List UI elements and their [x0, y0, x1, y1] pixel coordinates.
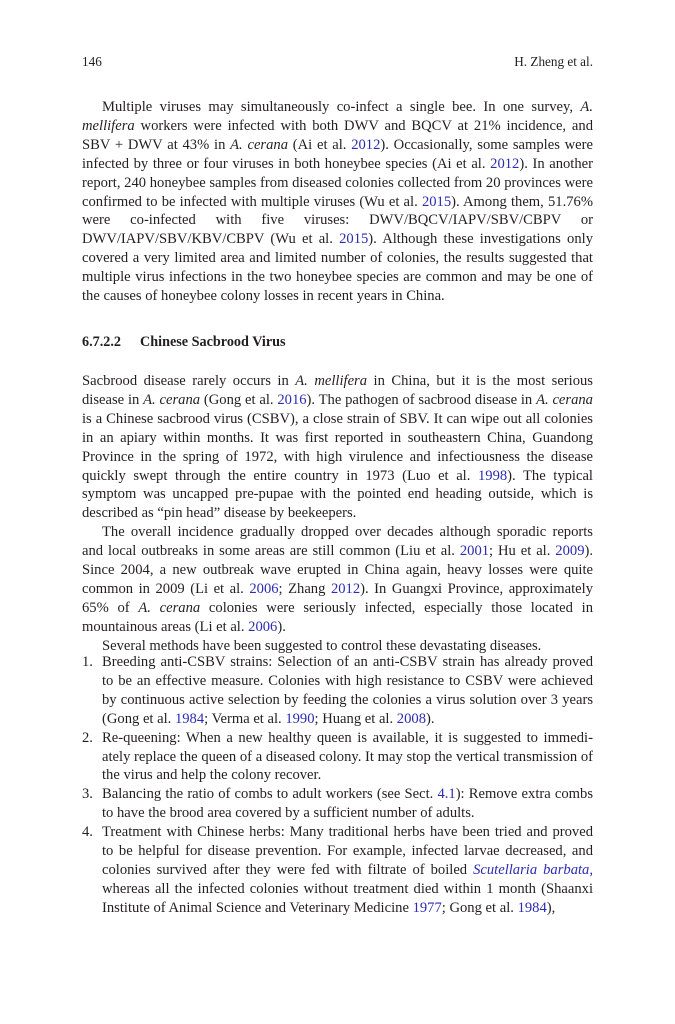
citation-link[interactable]: 4.1 [437, 786, 456, 803]
citation-link[interactable]: 1990 [285, 710, 315, 727]
italic-term: A. mellifera [82, 99, 593, 134]
list-item-number: 2. [82, 729, 93, 746]
section-title: Chinese Sacbrood Virus [140, 334, 286, 350]
section-heading [82, 333, 593, 351]
citation-link[interactable]: 1977 [412, 899, 442, 916]
list-item [82, 653, 593, 729]
citation-link[interactable]: 2006 [248, 618, 278, 635]
section-number: 6.7.2.2 [82, 334, 122, 350]
list-item-number: 1. [82, 654, 93, 670]
list-item [82, 729, 593, 786]
body-paragraph-incidence: The overall incidence gradually dropped over decades although sporadic reports and local outbreaks in some areas are still common (Liu et al. 2001; Hu et al. 2009). Since 2004, a new outbreak wave erupted in China again, heavy losses were quite common in 2009 (Li et al. 2006; Zhang 2012). In Guangxi Province, approximately 65% of A. cerana colonies were seriously infected, especially those located in mountainous areas (Li et al. 2006). [82, 524, 593, 635]
running-head-authors: H. Zheng et al. [514, 54, 593, 69]
italic-term: A. cerana [143, 391, 201, 408]
italic-term: A. cerana [138, 599, 201, 616]
page-number: 146 [82, 54, 102, 69]
list-item-number: 3. [82, 786, 93, 803]
citation-link[interactable]: 2008 [396, 710, 426, 727]
body-paragraph-coinfection: Multiple viruses may simultaneously co-infect a single bee. In one survey, A. mellifera workers were infected with both DWV and BQCV at 21% incidence, and SBV + DWV at 43% in A. cerana (Ai et al. 2012). Occasionally, some samples were infected by three or four viruses in both honeybee species (Ai et al. 2012). In another report, 240 honeybee samples from diseased colonies collected from 20 provinces were confirmed to be infected with multiple viruses (Wu et al. 2015). Among them, 51.76% were co-infected with five viruses: DWV/BQCV/IAPV/SBV/​CBPV or DWV/IAPV/SBV/KBV/CBPV (Wu et al. 2015). Although these investigations only covered a very limited area and limited number of colonies, the results suggested that multiple virus infections in the two honeybee species are common and may be one of the causes of honeybee colony losses in recent years in China. [82, 99, 593, 305]
list-item-text: Balancing the ratio of combs to adult workers (see Sect. 4.1): Remove extra combs to have the brood area covered by a sufficient number of adults. [102, 786, 593, 822]
list-item [82, 823, 593, 918]
citation-link[interactable]: 2012 [351, 136, 381, 153]
list-item-text: Breeding anti-CSBV strains: Selection of an anti-CSBV strain has already proved to be an effective measure. Colonies with high resistance to CSBV were achieved by continuous active selection by feeding the colonies a virus solution over 3 years (Gong et al. 1984; Verma et al. 1990; Huang et al. 2008). [102, 654, 593, 727]
citation-link[interactable]: Scutellaria barbata, [473, 861, 593, 878]
citation-link[interactable]: 2015 [339, 231, 369, 248]
list-item-text: Treatment with Chinese herbs: Many traditional herbs have been tried and proved to be helpful for disease prevention. For example, infected larvae decreased, and colonies survived after they were fed with filtrate of boiled Scutellaria barbata, whereas all the infected colonies without treatment died within 1 month (Shaanxi Institute of Animal Science and Veterinary Medicine 1977; Gong et al. 1984), [102, 824, 593, 916]
body-paragraph-sacbrood: Sacbrood disease rarely occurs in A. mellifera in China, but it is the most serious disease in A. cerana (Gong et al. 2016). The pathogen of sacbrood disease in A. cerana is a Chinese sacbrood virus (CSBV), a close strain of SBV. It can wipe out all colonies in an apiary within months. It was first reported in southeastern China, Guandong Province in the spring of 1972, with high virulence and infectiousness the disease quickly swept through the entire country in 1973 (Luo et al. 1998). The typical symptom was uncapped pre-pupae with the pointed end heading outside, which is described as “pin head” disease by beekeepers. [82, 373, 593, 522]
section-body [82, 372, 593, 656]
citation-link[interactable]: 2012 [490, 155, 520, 172]
citation-link[interactable]: 2012 [330, 580, 361, 597]
citation-link[interactable]: 2006 [249, 580, 279, 597]
italic-term: A. cerana [536, 391, 593, 408]
list-item-number: 4. [82, 824, 93, 841]
citation-link[interactable]: 2016 [277, 391, 307, 408]
citation-link[interactable]: 1984 [174, 710, 205, 727]
citation-link[interactable]: 1984 [517, 899, 547, 916]
italic-term: A. cerana [230, 136, 288, 153]
citation-link[interactable]: 2001 [459, 543, 490, 560]
italic-term: A. mellifera [295, 373, 368, 389]
list-item [82, 785, 593, 823]
control-methods-list [82, 653, 593, 918]
citation-link[interactable]: 2015 [421, 193, 452, 210]
citation-link[interactable]: 1998 [477, 467, 508, 484]
citation-link[interactable]: 2009 [555, 543, 585, 560]
list-item-text: Re-queening: When a new healthy queen is available, it is suggested to immediately replace the queen of a diseased colony. It may stop the vertical transmission of the virus and help the colony recover. [102, 729, 593, 784]
body-paragraph-methods-intro: Several methods have been suggested to control these devastating diseases. [102, 637, 542, 654]
